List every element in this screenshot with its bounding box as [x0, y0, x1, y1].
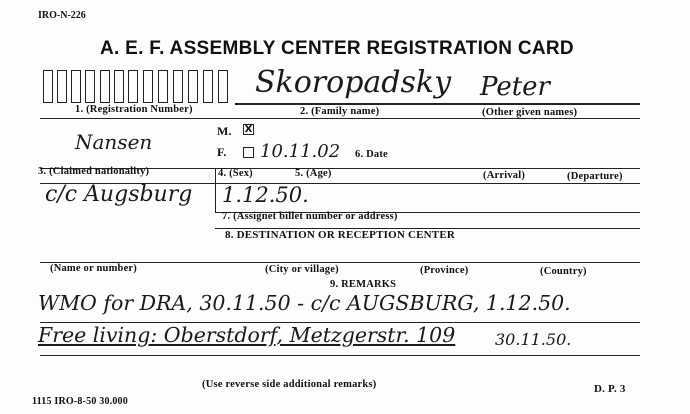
male-check-mark: X	[244, 124, 253, 135]
male-label: M.	[217, 124, 232, 138]
date-label: 6. Date	[355, 149, 388, 160]
remarks-label: 9. REMARKS	[330, 279, 397, 290]
footer-printing: 1115 IRO-8-50 30.000	[32, 396, 128, 407]
other-given-names-label: (Other given names)	[482, 107, 578, 118]
arrival-label: (Arrival)	[483, 170, 526, 181]
family-name-label: 2. (Family name)	[300, 106, 380, 117]
date-value: 10.11.02	[260, 141, 341, 162]
departure-label: (Departure)	[567, 171, 623, 182]
female-label: F.	[217, 145, 227, 159]
remarks-line-1: WMO for DRA, 30.11.50 - c/c AUGSBURG, 1.12.50.	[38, 291, 571, 315]
claimed-nationality-value: Nansen	[75, 130, 153, 154]
city-or-village-label: (City or village)	[265, 264, 339, 275]
form-code: IRO-N-226	[38, 10, 86, 21]
province-label: (Province)	[420, 265, 469, 276]
footer-form-number: D. P. 3	[594, 383, 626, 395]
sex-label: 4. (Sex)	[218, 168, 253, 179]
given-name-value: Peter	[480, 72, 550, 102]
arrival-date-value: 1.12.50.	[222, 183, 309, 207]
remarks-line-2: Free living: Oberstdorf, Metzgerstr. 109	[38, 323, 456, 347]
female-checkbox[interactable]	[243, 147, 254, 158]
country-label: (Country)	[540, 266, 587, 277]
remarks-line-2-date: 30.11.50.	[495, 330, 572, 349]
footer-note: (Use reverse side additional remarks)	[202, 379, 377, 390]
claimed-nationality-label: 3. (Claimed nationality)	[38, 166, 150, 177]
assembly-center-value: c/c Augsburg	[45, 182, 193, 207]
assignet-billet-label: 7. (Assignet billet number or address)	[222, 211, 398, 222]
destination-label: 8. DESTINATION OR RECEPTION CENTER	[225, 229, 455, 241]
male-checkbox[interactable]	[243, 124, 254, 135]
name-or-number-label: (Name or number)	[50, 263, 137, 274]
family-name-value: Skoropadsky	[255, 65, 452, 100]
registration-number-label: 1. (Registration Number)	[75, 104, 193, 115]
card-title: A. E. F. ASSEMBLY CENTER REGISTRATION CARD	[100, 38, 574, 59]
age-label: 5. (Age)	[295, 168, 332, 179]
